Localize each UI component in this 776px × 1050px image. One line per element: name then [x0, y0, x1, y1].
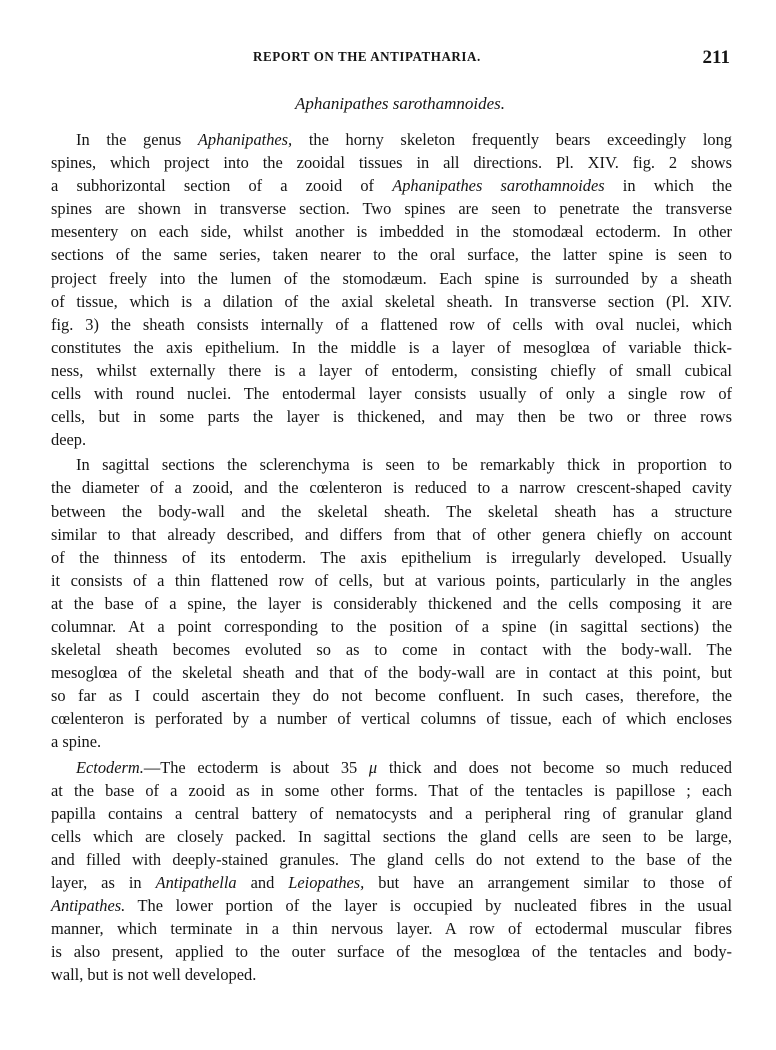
text-line: cells which are closely packed. In sagittal sections the gland cells are seen to be large,	[51, 826, 732, 846]
text-line: and filled with deeply-stained granules. The gland cells do not extend to the base of the	[51, 849, 732, 869]
text-line: of the thinness of its entoderm. The axis epithelium is irregularly developed. Usually	[51, 547, 732, 567]
paragraph	[51, 756, 732, 987]
text-line: fig. 3) the sheath consists internally of a flattened row of cells with oval nuclei, which	[51, 314, 732, 334]
text-line: cells with round nuclei. The entodermal layer consists usually of only a single row of	[51, 384, 732, 404]
text-line: sections of the same series, taken nearer to the oral surface, the latter spine is seen to	[51, 245, 732, 265]
page-number: 211	[702, 47, 730, 68]
text-line: Ectoderm.—The ectoderm is about 35 μ thick and does not become so much reduced	[76, 757, 733, 777]
text-line: spines are shown in transverse section. Two spines are seen to penetrate the transverse	[51, 199, 732, 219]
text-line: cells, but in some parts the layer is thickened, and may then be two or three rows	[51, 407, 732, 427]
text-line: mesoglœa of the skeletal sheath and that of the body-wall are in contact at this point, but	[51, 663, 732, 683]
text-line: constitutes the axis epithelium. In the middle is a layer of mesoglœa of variable thick-	[51, 337, 732, 357]
text-line: manner, which terminate in a thin nervous layer. A row of ectodermal muscular fibres	[51, 919, 732, 939]
text-line: papilla contains a central battery of nematocysts and a peripheral ring of granular gland	[51, 803, 732, 823]
text-line: at the base of a zooid as in some other forms. That of the tentacles is papillose ; each	[51, 780, 732, 800]
text-line: ness, whilst externally there is a layer of entoderm, consisting chiefly of small cubical	[51, 360, 732, 380]
running-title: REPORT ON THE ANTIPATHARIA.	[253, 50, 481, 65]
text-line: the diameter of a zooid, and the cœlenteron is reduced to a narrow crescent-shaped cavity	[51, 478, 732, 498]
text-line: at the base of a spine, the layer is considerably thickened and the cells composing it are	[51, 593, 732, 613]
text-line: it consists of a thin flattened row of cells, but at various points, particularly in the angles	[51, 570, 732, 590]
section-title: Aphanipathes sarothamnoides.	[295, 94, 505, 113]
text-line: Antipathes. The lower portion of the layer is occupied by nucleated fibres in the usual	[51, 896, 732, 916]
text-line: a spine.	[51, 732, 102, 752]
text-line: between the body-wall and the skeletal sheath. The skeletal sheath has a structure	[51, 501, 732, 521]
paragraph	[51, 128, 732, 451]
text-line: a subhorizontal section of a zooid of Aphanipathes sarothamnoides in which the	[51, 176, 732, 196]
text-line: similar to that already described, and differs from that of other genera chiefly on account	[51, 524, 732, 544]
text-line: is also present, applied to the outer surface of the mesoglœa of the tentacles and body-	[51, 942, 732, 962]
text-line: In the genus Aphanipathes, the horny skeleton frequently bears exceedingly long	[76, 130, 732, 149]
text-line: mesentery on each side, whilst another is imbedded in the stomodæal ectoderm. In other	[51, 222, 732, 242]
text-line: skeletal sheath becomes evoluted so as to come in contact with the body-wall. The	[51, 640, 732, 660]
running-head	[0, 47, 776, 72]
text-line: spines, which project into the zooidal tissues in all directions. Pl. XIV. fig. 2 shows	[51, 153, 732, 173]
text-line: layer, as in Antipathella and Leiopathes, but have an arrangement similar to those of	[51, 873, 732, 892]
text-line: cœlenteron is perforated by a number of vertical columns of tissue, each of which encloses	[51, 709, 732, 729]
text-line: In sagittal sections the sclerenchyma is seen to be remarkably thick in proportion to	[76, 455, 732, 475]
text-line: deep.	[51, 430, 87, 450]
text-line: of tissue, which is a dilation of the axial skeletal sheath. In transverse section (Pl. XIV.	[51, 291, 732, 311]
text-line: wall, but is not well developed.	[51, 965, 257, 985]
text-line: so far as I could ascertain they do not become confluent. In such cases, therefore, the	[51, 686, 732, 706]
paragraph	[51, 453, 732, 753]
body-text	[51, 128, 732, 988]
text-line: project freely into the lumen of the stomodæum. Each spine is surrounded by a sheath	[51, 268, 732, 288]
text-line: columnar. At a point corresponding to the position of a spine (in sagittal sections) the	[51, 616, 732, 636]
